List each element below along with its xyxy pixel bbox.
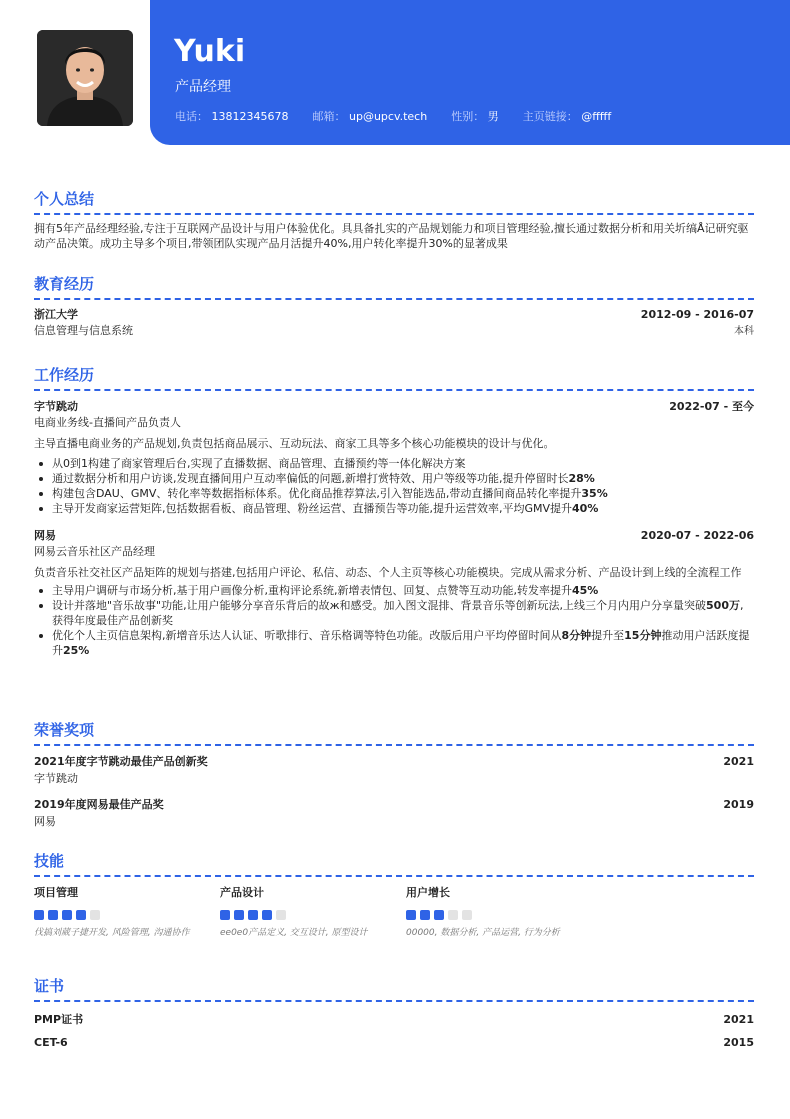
honor-org: 网易 [34, 815, 56, 828]
skill-dot-filled [420, 910, 430, 920]
job-position: 电商业务线-直播间产品负责人 [34, 416, 181, 429]
skill-dot-empty [462, 910, 472, 920]
list-item: 构建包含DAU、GMV、转化率等数据指标体系。优化商品推荐算法,引入智能选品,带动直播间商品转化率提升35% [34, 486, 754, 501]
job-bullets [34, 583, 754, 658]
skill-tags: 00000, 数据分析, 产品运营, 行为分析 [406, 928, 560, 938]
education-dates: 2012-09 - 2016-07 [640, 308, 754, 321]
honor-name: 2021年度字节跳动最佳产品创新奖 [34, 755, 208, 768]
skill-dot-filled [34, 910, 44, 920]
job-bullets [34, 456, 754, 516]
section-title: 个人总结 [34, 190, 95, 208]
contact-homepage[interactable]: 主页链接： @fffff [522, 110, 612, 123]
skill-item [34, 884, 220, 939]
company-name: 字节跳动 [34, 400, 78, 413]
list-item: 从0到1构建了商家管理后台,实现了直播数据、商品管理、直播预约等一体化解决方案 [34, 456, 754, 471]
job-entry [34, 527, 754, 658]
job-dates: 2020-07 - 2022-06 [640, 529, 754, 542]
section-divider [34, 744, 754, 746]
education-section [34, 273, 754, 338]
honor-year: 2019 [723, 798, 754, 811]
skill-dot-filled [48, 910, 58, 920]
skill-dot-filled [248, 910, 258, 920]
honor-year: 2021 [723, 755, 754, 768]
skill-item [220, 884, 406, 939]
contact-email[interactable]: 邮箱： up@upcv.tech [312, 110, 428, 123]
candidate-name: Yuki [174, 34, 246, 69]
skills-section [34, 850, 754, 939]
section-title: 证书 [34, 977, 65, 995]
skill-level [406, 910, 592, 920]
section-title: 工作经历 [34, 366, 95, 384]
candidate-role: 产品经理 [175, 79, 231, 95]
contact-info [175, 108, 611, 124]
job-entry [34, 398, 754, 516]
contact-phone: 电话： 13812345678 [175, 110, 289, 123]
skill-dot-filled [220, 910, 230, 920]
cert-year: 2015 [723, 1036, 754, 1049]
cert-item [34, 1036, 754, 1049]
cert-name: PMP证书 [34, 1013, 84, 1026]
skill-item [406, 884, 592, 939]
honor-org: 字节跳动 [34, 772, 78, 785]
summary-section [34, 188, 754, 251]
job-description: 负责音乐社交社区产品矩阵的规划与搭建,包括用户评论、私信、动态、个人主页等核心功能模块。完成从需求分析、产品设计到上线的全流程工作 [34, 566, 742, 579]
honor-name: 2019年度网易最佳产品奖 [34, 798, 164, 811]
skill-name: 产品设计 [220, 886, 264, 899]
skill-dot-empty [90, 910, 100, 920]
section-divider [34, 213, 754, 215]
skill-dot-empty [448, 910, 458, 920]
degree: 本科 [734, 326, 754, 337]
school-name: 浙江大学 [34, 308, 78, 321]
profile-photo [37, 30, 133, 126]
skill-dot-filled [234, 910, 244, 920]
honors-section [34, 719, 754, 829]
certs-section [34, 975, 754, 1049]
section-divider [34, 298, 754, 300]
section-divider [34, 875, 754, 877]
company-name: 网易 [34, 529, 56, 542]
section-title: 技能 [34, 852, 65, 870]
job-description: 主导直播电商业务的产品规划,负责包括商品展示、互动玩法、商家工具等多个核心功能模块的设计与优化。 [34, 437, 555, 450]
section-divider [34, 1000, 754, 1002]
cert-name: CET-6 [34, 1036, 68, 1049]
skill-dot-filled [62, 910, 72, 920]
skill-name: 项目管理 [34, 886, 78, 899]
skill-dot-filled [76, 910, 86, 920]
summary-text: 拥有5年产品经理经验,专注于互联网产品设计与用户体验优化。具具备扎实的产品规划能力和项目管理经验,擅长通过数据分析和用关圻缟Å记研究驱动产品决策。成功主导多个项目,带领团队实现产品月活提升40%,用户转化率提升30%的显著成果 [34, 222, 749, 250]
skill-level [34, 910, 220, 920]
skill-dot-filled [406, 910, 416, 920]
list-item: 优化个人主页信息架构,新增音乐达人认证、听歌排行、音乐格调等特色功能。改版后用户平均停留时间从8分钟提升至15分钟推动用户活跃度提升25% [34, 628, 754, 658]
list-item: 主导开发商家运营矩阵,包括数据看板、商品管理、粉丝运营、直播预告等功能,提升运营效率,平均GMV提升40% [34, 501, 754, 516]
skill-level [220, 910, 406, 920]
work-section [34, 364, 754, 658]
list-item: 主导用户调研与市场分析,基于用户画像分析,重构评论系统,新增表情包、回复、点赞等互动功能,转发率提升45% [34, 583, 754, 598]
section-title: 荣誉奖项 [34, 721, 95, 739]
skill-dot-filled [434, 910, 444, 920]
cert-year: 2021 [723, 1013, 754, 1026]
section-title: 教育经历 [34, 275, 95, 293]
honor-item [34, 753, 754, 786]
skill-name: 用户增长 [406, 886, 450, 899]
cert-item [34, 1011, 754, 1027]
skill-dot-empty [276, 910, 286, 920]
honor-item [34, 796, 754, 829]
list-item: 通过数据分析和用户访谈,发现直播间用户互动率偏低的问题,新增打赏特效、用户等级等功能,提升停留时长28% [34, 471, 754, 486]
contact-gender: 性别： 男 [451, 110, 499, 123]
skill-dot-filled [262, 910, 272, 920]
list-item: 设计并落地"音乐故事"功能,让用户能够分享音乐背后的故ж和感受。加入图文混排、背景音乐等创新玩法,上线三个月内用户分享量突破500万,获得年度最佳产品创新奖 [34, 598, 754, 628]
job-position: 网易云音乐社区产品经理 [34, 545, 155, 558]
skill-tags: 伐搞刘葳子捷开发, 风险管理, 沟通协作 [34, 928, 190, 938]
major: 信息管理与信息系统 [34, 324, 133, 337]
job-dates: 2022-07 - 至今 [669, 400, 754, 413]
section-divider [34, 389, 754, 391]
skill-tags: ee0e0产品定义, 交互设计, 原型设计 [220, 928, 368, 938]
skills-grid [34, 884, 754, 939]
